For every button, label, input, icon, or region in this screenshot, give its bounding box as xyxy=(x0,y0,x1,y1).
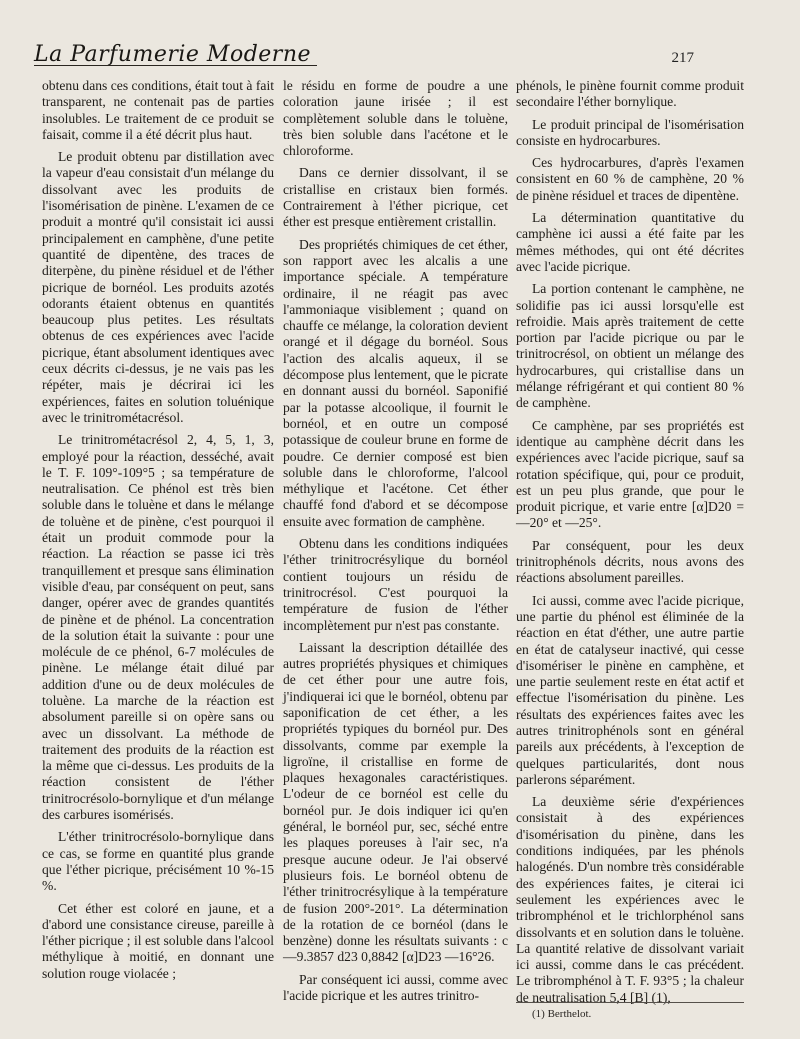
paragraph: La détermination quantitative du camphène ici aussi a été faite par les mêmes méthodes, qui ont été décrites avec l'acide picrique. xyxy=(516,210,744,274)
footnote: (1) Berthelot. xyxy=(532,1008,592,1020)
paragraph: Ce camphène, par ses propriétés est identique au camphène décrit dans les expériences avec l'acide picrique, sauf sa rotation spécifique, qui, pour ce produit, est un peu plus grande, que pour le produit picrique, et varie entre [α]D20 = —20° et —25°. xyxy=(516,417,744,531)
paragraph: le résidu en forme de poudre a une coloration jaune irisée ; il est complètement soluble dans le toluène, très bien soluble dans l'acétone et le chloroforme. xyxy=(283,78,508,159)
paragraph: Laissant la description détaillée des autres propriétés physiques et chimiques de cet éther pour une autre fois, j'indiquerai ici que le bornéol, obtenu par saponification de cet éther, a les propriétés typiques du bornéol pur. Des dissolvants, comme par exemple la ligroïne, il cristallise en forme de plaques hexagonales caractéristiques. L'odeur de ce bornéol est celle du bornéol pur. Je dois indiquer ici qu'en général, le bornéol pur, sec, séché entre les plaques poreuses à l'air sec, n'a presque aucune odeur. Je l'ai observé plusieurs fois. Le bornéol obtenu de l'éther trinitrocrésylique à la température de fusion 200°-201°. La détermination de la rotation de ce bornéol (dans le benzène) donne les résultats suivants : c —9.3857 d23 0,8842 [α]D23 —16°26. xyxy=(283,639,508,965)
paragraph: Le trinitrométacrésol 2, 4, 5, 1, 3, employé pour la réaction, desséché, avait le T. F. 109°-109°5 ; sa température de neutralisation. Ce phénol est très bien soluble dans le toluène et dans le mélange de toluène et de pinène, c'est pourquoi il était un produit commode pour la réaction. La réaction se passe ici très tranquillement et presque sans élimination visible d'eau, par conséquent on peut, sans danger, opérer avec de grandes quantités de pinène et de phénol. La concentration de la solution était la suivante : pour une molécule de ce phénol, 6-7 molécules de pinène. Le mélange était dilué par addition d'une ou de deux molécules de toluène. La marche de la réaction est absolument pareille si on opère sans ou avec un dissolvant. La méthode de traitement des produits de la réaction est la même que ci-dessus. Les produits de la réaction consistent de l'éther trinitrocrésolo-bornylique et d'un mélange des carbures isomérisés. xyxy=(42,432,274,823)
paragraph: obtenu dans ces conditions, était tout à fait transparent, ne contenait pas de parties insolubles. Le traitement de ce produit se faisait, comme il a été décrit plus haut. xyxy=(42,78,274,142)
paragraph: La portion contenant le camphène, ne solidifie pas ici aussi lorsqu'elle est refroidie. Mais après traitement de cette portion par l'acide picrique ou par le trinitrocrésol, on obtient un mélange des hydrocarbures, qui cristallise dans un mélange réfrigérant et qui contient 80 % de camphène. xyxy=(516,281,744,411)
paragraph: Ici aussi, comme avec l'acide picrique, une partie du phénol est éliminée de la réaction en état d'éther, une autre partie en état de catalyseur inactivé, qui cesse d'isomériser le pinène en camphène, et une partie seulement reste en état actif et effectue l'isomérisation du pinène. Les résultats des expériences faites avec les autres trinitrophénols sont en général pareils aux précédents, à l'exception de quelques particularités, dont nous parlerons séparément. xyxy=(516,592,744,787)
paragraph: Le produit obtenu par distillation avec la vapeur d'eau consistait d'un mélange du dissolvant avec les produits de l'isomérisation de pinène. L'examen de ce produit a montré qu'il consistait ici aussi principalement en camphène, d'une petite quantité de dipentène, des traces de diterpène, du pinène résiduel et de l'éther picrique de bornéol. Les produits azotés odorants étaient obtenus en quantités beaucoup plus petites. Les résultats obtenus de ces expériences avec l'acide picrique, étant absolument identiques avec ceux décrits ci-dessus, je ne vais pas les répéter, mais je décrirai ici les expériences, faites en solution toluénique avec le trinitrométacrésol. xyxy=(42,149,274,425)
page-number: 217 xyxy=(671,50,694,66)
paragraph: L'éther trinitrocrésolo-bornylique dans ce cas, se forme en quantité plus grande que l'éther picrique, précisément 10 %-15 %. xyxy=(42,829,274,894)
text-column-3 xyxy=(516,78,744,1012)
paragraph: Cet éther est coloré en jaune, et a d'abord une consistance cireuse, pareille à l'éther picrique ; il est soluble dans l'alcool méthylique à moitié, en donnant une solution rouge violacée ; xyxy=(42,900,274,981)
journal-title: La Parfumerie Moderne xyxy=(34,42,312,67)
paragraph: Le produit principal de l'isomérisation consiste en hydrocarbures. xyxy=(516,116,744,148)
paragraph: La deuxième série d'expériences consistait à des expériences d'isomérisation du pinène, dans les conditions indiquées, par les phénols halogénés. D'un nombre très considérable des expériences faites, je citerai ici seulement les expériences avec le tribromphénol et le trichlorphénol sans dissolvants et en solution dans le toluène. La quantité relative de dissolvant variait ici aussi, comme dans le cas précédent. Le tribromphénol à T. F. 93°5 ; la chaleur de neutralisation 5,4 [B] (1), xyxy=(516,794,744,1005)
paragraph: phénols, le pinène fournit comme produit secondaire l'éther bornylique. xyxy=(516,78,744,110)
paragraph: Des propriétés chimiques de cet éther, son rapport avec les alcalis a une importance spéciale. A température ordinaire, il ne réagit pas avec l'ammoniaque visiblement ; quand on chauffe ce mélange, la coloration devient orangé et il dégage du bornéol. Sous l'action des alcalis aqueux, il se décompose plus lentement, que le picrate en donnant aussi du bornéol. Saponifié par la potasse alcoolique, il fournit le bornéol, et en outre un composé potassique de couleur brune en forme de poudre. Ce dernier composé est bien soluble dans le chloroforme, l'alcool méthylique et l'acétone. Cet éther chauffé fond d'abord et se décompose ensuite avec formation de camphène. xyxy=(283,236,508,529)
paragraph: Obtenu dans les conditions indiquées l'éther trinitrocrésylique du bornéol contient toujours un résidu de trinitrocrésol. C'est pourquoi la température de fusion de l'éther incomplètement pur n'est pas constante. xyxy=(283,536,508,633)
paragraph: Par conséquent, pour les deux trinitrophénols décrits, nous avons des réactions absolument pareilles. xyxy=(516,537,744,586)
paragraph: Dans ce dernier dissolvant, il se cristallise en cristaux bien formés. Contrairement à l'éther picrique, cet éther est presque entièrement cristallin. xyxy=(283,165,508,230)
text-column-2 xyxy=(283,78,508,1010)
text-column-1 xyxy=(42,78,274,988)
footnote-divider xyxy=(516,1002,744,1003)
paragraph: Ces hydrocarbures, d'après l'examen consistent en 60 % de camphène, 20 % de pinène résiduel et traces de dipentène. xyxy=(516,155,744,203)
paragraph: Par conséquent ici aussi, comme avec l'acide picrique et les autres trinitro- xyxy=(283,971,508,1004)
